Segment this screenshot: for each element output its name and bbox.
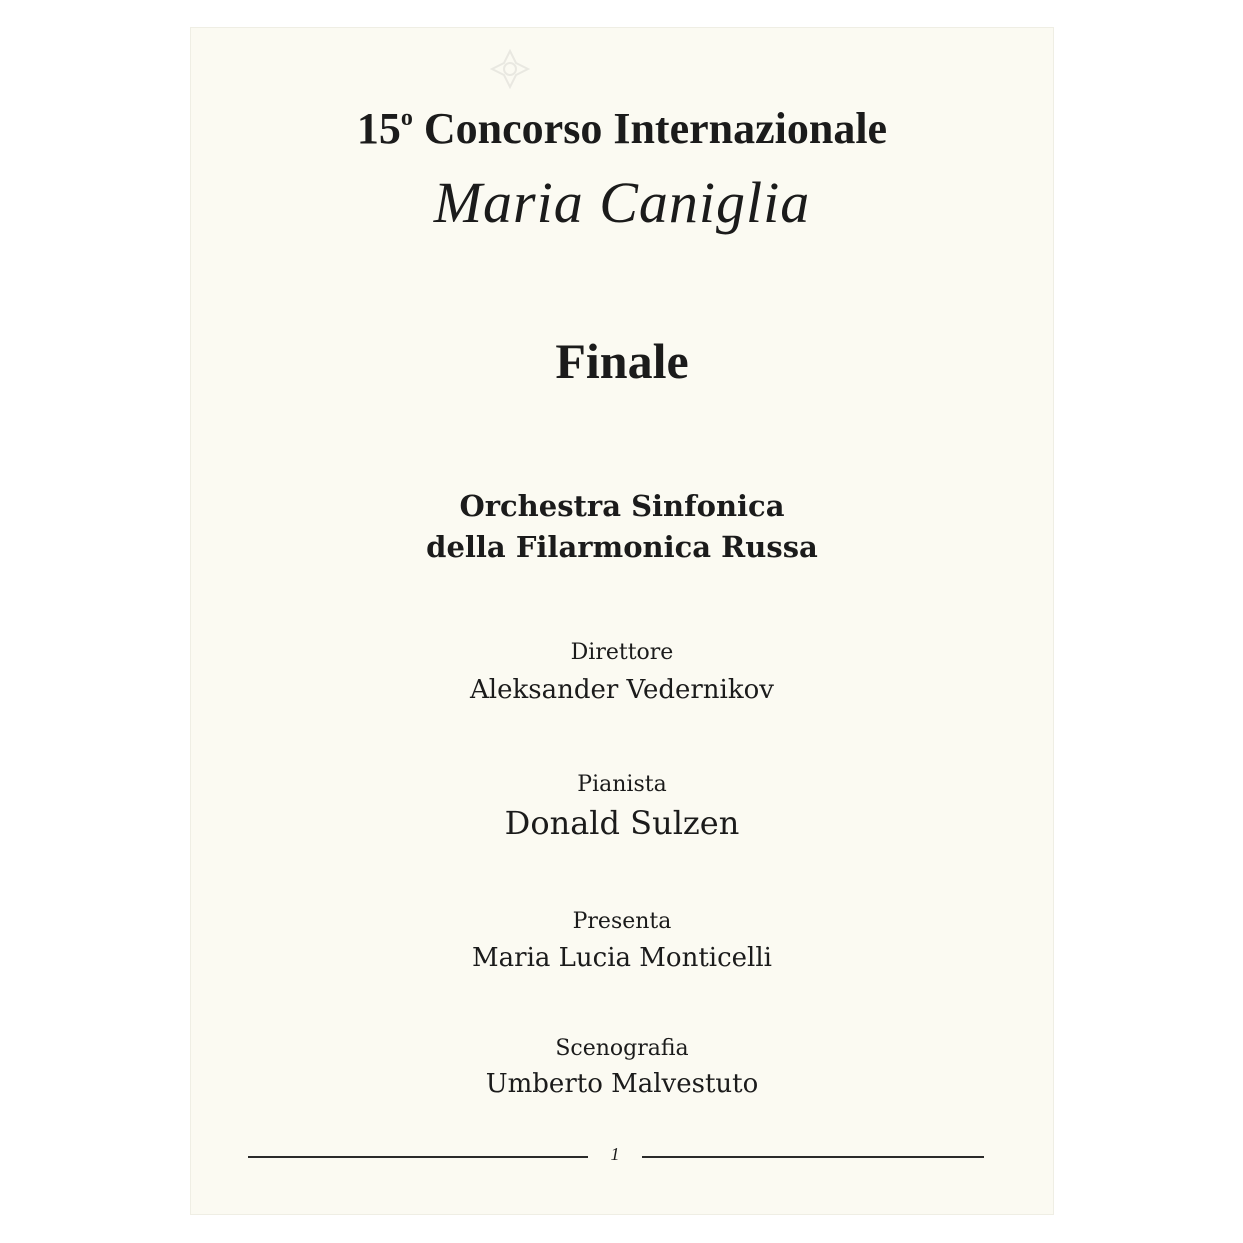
credit-role-pianist: Pianista (577, 772, 667, 797)
emblem-watermark-icon (490, 49, 530, 89)
credit-role-set-design: Scenografia (555, 1036, 689, 1061)
credit-name-presenter: Maria Lucia Monticelli (472, 943, 772, 973)
credit-name-pianist: Donald Sulzen (504, 804, 740, 842)
competition-title (190, 103, 1054, 154)
credit-name-conductor: Aleksander Vedernikov (470, 675, 774, 705)
credit-name-set-design: Umberto Malvestuto (485, 1069, 759, 1099)
credit-role-presenter: Presenta (572, 909, 672, 934)
program-page (190, 27, 1054, 1215)
page-number: 1 (610, 1144, 620, 1164)
orchestra-line-1: Orchestra Sinfonica (459, 489, 785, 523)
competition-title-text: Concorso Internazionale (412, 104, 888, 153)
stage-title: Finale (555, 333, 689, 389)
footer-rule-left (248, 1156, 588, 1158)
competition-name: Maria Caniglia (433, 170, 811, 235)
credit-role-conductor: Direttore (570, 640, 674, 665)
footer-rule-right (642, 1156, 984, 1158)
orchestra-line-2: della Filarmonica Russa (426, 530, 818, 564)
competition-number: 15 (356, 104, 401, 153)
ordinal-mark: o (400, 105, 413, 131)
